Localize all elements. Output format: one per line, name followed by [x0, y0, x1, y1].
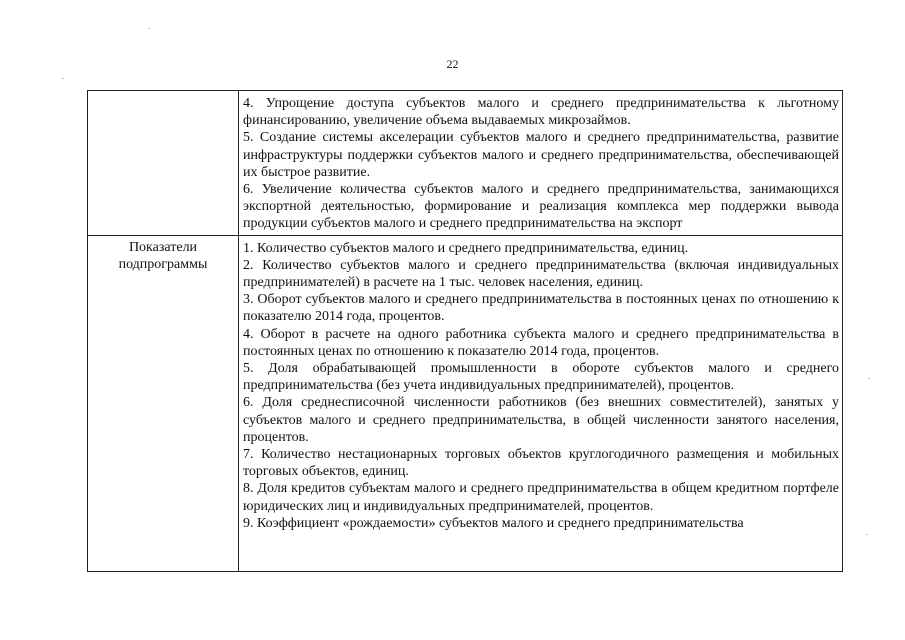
indicator-item-9: 9. Коэффициент «рождаемости» субъектов малого и среднего предпринимательства — [243, 515, 744, 531]
table-cell-empty-label — [88, 91, 239, 236]
section-label: Показатели подпрограммы — [118, 239, 208, 273]
scan-speck — [148, 28, 150, 29]
table-row-tasks — [88, 91, 843, 236]
table-cell-tasks — [239, 91, 843, 236]
scan-speck — [868, 378, 870, 379]
indicator-item-1: 1. Количество субъектов малого и среднего предпринимательства, единиц. — [243, 240, 689, 256]
indicator-item-5: 5. Доля обрабатывающей промышленности в обороте субъектов малого и среднего предпринимательства (без учета индивидуальных предпринимателей), процентов. — [243, 361, 839, 394]
indicator-item-2: 2. Количество субъектов малого и среднего предпринимательства (включая индивидуальных предпринимателей) в расчете на 1 тыс. человек населения, единиц. — [243, 257, 839, 291]
page-number: 22 — [446, 57, 459, 71]
passport-table — [87, 90, 843, 572]
table-row-indicators — [88, 235, 843, 571]
indicator-item-7: 7. Количество нестационарных торговых объектов круглогодичного размещения и мобильных торговых объектов, единиц. — [243, 447, 839, 480]
task-item-4: 4. Упрощение доступа субъектов малого и среднего предпринимательства к льготному финансированию, увеличение объема выдаваемых микрозаймов. — [243, 96, 839, 129]
indicator-item-8: 8. Доля кредитов субъектам малого и среднего предпринимательства в общем кредитном портфеле юридических лиц и индивидуальных предпринимателей, процентов. — [243, 481, 839, 514]
indicator-item-3: 3. Оборот субъектов малого и среднего предпринимательства в постоянных ценах по отношению к показателю 2014 года, процентов. — [243, 292, 839, 325]
task-item-5: 5. Создание системы акселерации субъектов малого и среднего предпринимательства, развитие инфраструктуры поддержки субъектов малого и среднего предпринимательства, обеспечивающей их быстрое развитие. — [243, 130, 839, 180]
scan-speck — [866, 534, 868, 535]
indicator-item-4: 4. Оборот в расчете на одного работника субъекта малого и среднего предпринимательства в постоянных ценах по отношению к показателю 2014 года, процентов. — [243, 326, 839, 359]
task-item-6: 6. Увеличение количества субъектов малого и среднего предпринимательства, занимающихся экспортной деятельностью, формирование и реализация комплекса мер поддержки вывода продукции субъектов малого и среднего предпринимательства на экспорт — [243, 182, 839, 232]
indicator-item-6: 6. Доля среднесписочной численности работников (без внешних совместителей), занятых у субъектов малого и среднего предпринимательства, в общей численности занятого населения, процентов. — [243, 395, 839, 445]
table-cell-indicators — [239, 235, 843, 571]
table-cell-label — [88, 235, 239, 571]
scan-speck — [62, 78, 64, 79]
